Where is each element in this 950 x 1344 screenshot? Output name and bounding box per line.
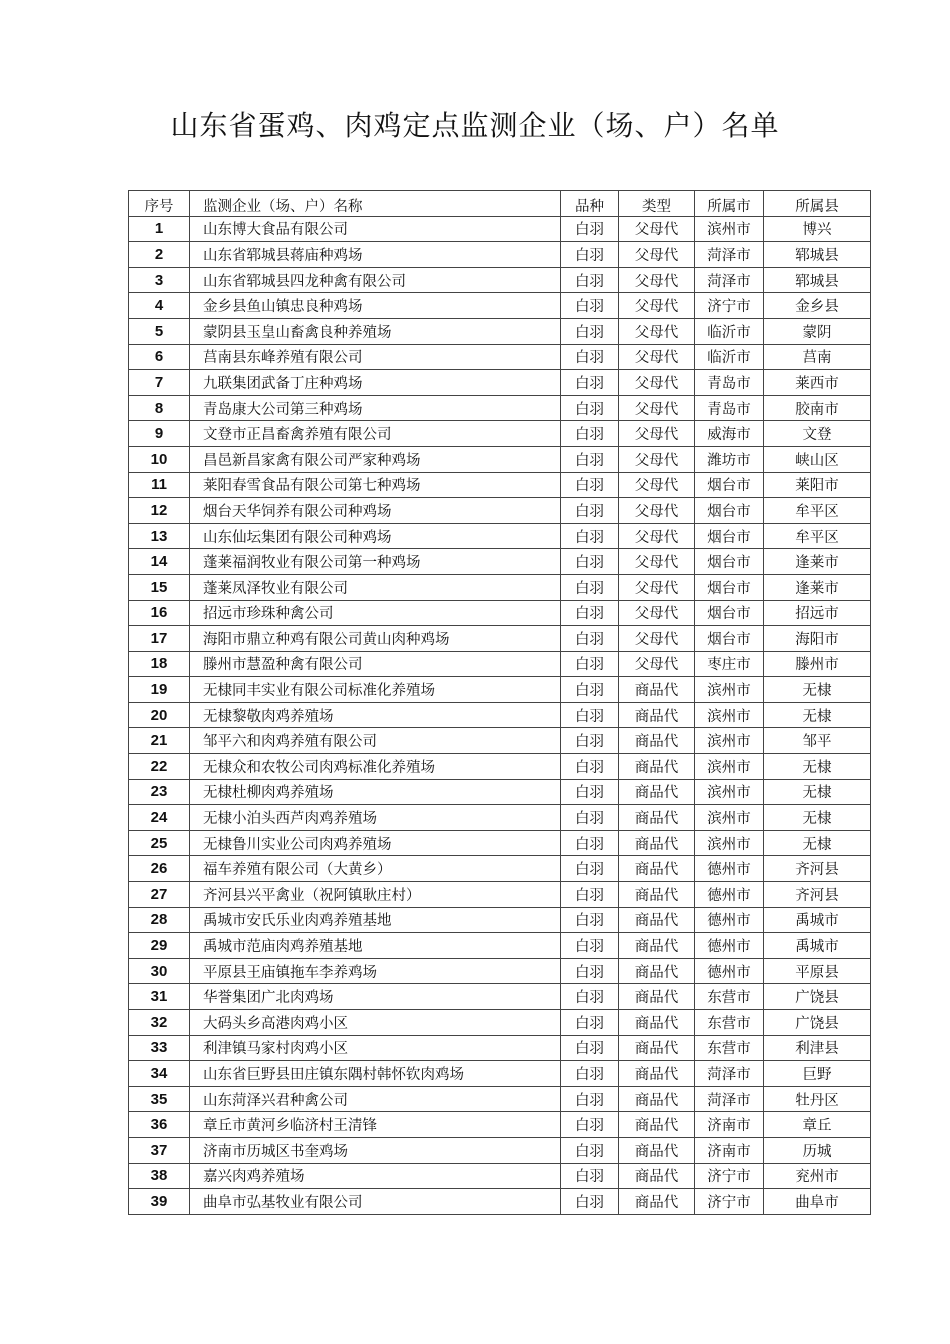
cell-type: 父母代 — [619, 472, 695, 498]
monitoring-list-table — [128, 190, 871, 1215]
cell-type: 父母代 — [619, 651, 695, 677]
cell-breed: 白羽 — [561, 498, 619, 524]
cell-city: 德州市 — [695, 958, 764, 984]
table-row — [129, 1163, 871, 1189]
cell-county: 无棣 — [764, 830, 871, 856]
cell-breed: 白羽 — [561, 1112, 619, 1138]
cell-county: 逢莱市 — [764, 549, 871, 575]
cell-name: 曲阜市弘基牧业有限公司 — [190, 1189, 561, 1215]
cell-no: 2 — [129, 242, 190, 268]
cell-city: 菏泽市 — [695, 1086, 764, 1112]
cell-city: 烟台市 — [695, 523, 764, 549]
cell-no: 22 — [129, 754, 190, 780]
cell-type: 父母代 — [619, 549, 695, 575]
table-row — [129, 395, 871, 421]
cell-breed: 白羽 — [561, 267, 619, 293]
cell-type: 商品代 — [619, 856, 695, 882]
table-row — [129, 549, 871, 575]
cell-type: 父母代 — [619, 600, 695, 626]
cell-city: 济宁市 — [695, 1189, 764, 1215]
cell-name: 山东仙坛集团有限公司种鸡场 — [190, 523, 561, 549]
cell-no: 16 — [129, 600, 190, 626]
page-title: 山东省蛋鸡、肉鸡定点监测企业（场、户）名单 — [170, 109, 780, 142]
cell-name: 福车养殖有限公司（大黄乡） — [190, 856, 561, 882]
cell-type: 商品代 — [619, 882, 695, 908]
cell-name: 烟台天华饲养有限公司种鸡场 — [190, 498, 561, 524]
cell-breed: 白羽 — [561, 472, 619, 498]
table-row — [129, 779, 871, 805]
table-row — [129, 651, 871, 677]
cell-county: 平原县 — [764, 958, 871, 984]
cell-no: 24 — [129, 805, 190, 831]
table-row — [129, 677, 871, 703]
cell-no: 13 — [129, 523, 190, 549]
cell-county: 巨野 — [764, 1061, 871, 1087]
cell-county: 滕州市 — [764, 651, 871, 677]
cell-city: 烟台市 — [695, 498, 764, 524]
cell-name: 济南市历城区书奎鸡场 — [190, 1137, 561, 1163]
table-row — [129, 370, 871, 396]
table-row — [129, 933, 871, 959]
cell-city: 临沂市 — [695, 318, 764, 344]
cell-no: 12 — [129, 498, 190, 524]
table-row — [129, 344, 871, 370]
cell-no: 10 — [129, 446, 190, 472]
cell-type: 商品代 — [619, 830, 695, 856]
table-row — [129, 882, 871, 908]
cell-city: 威海市 — [695, 421, 764, 447]
cell-county: 牟平区 — [764, 498, 871, 524]
cell-breed: 白羽 — [561, 830, 619, 856]
table-row — [129, 1035, 871, 1061]
cell-name: 金乡县鱼山镇忠良种鸡场 — [190, 293, 561, 319]
cell-city: 菏泽市 — [695, 242, 764, 268]
cell-no: 31 — [129, 984, 190, 1010]
cell-type: 商品代 — [619, 1061, 695, 1087]
cell-breed: 白羽 — [561, 702, 619, 728]
cell-no: 33 — [129, 1035, 190, 1061]
cell-breed: 白羽 — [561, 805, 619, 831]
cell-type: 父母代 — [619, 395, 695, 421]
header-name: 监测企业（场、户）名称 — [190, 191, 561, 217]
cell-city: 菏泽市 — [695, 1061, 764, 1087]
cell-no: 6 — [129, 344, 190, 370]
cell-name: 无棣杜柳肉鸡养殖场 — [190, 779, 561, 805]
cell-type: 父母代 — [619, 523, 695, 549]
cell-no: 15 — [129, 574, 190, 600]
cell-city: 滨州市 — [695, 830, 764, 856]
cell-breed: 白羽 — [561, 907, 619, 933]
cell-city: 滨州市 — [695, 754, 764, 780]
table-row — [129, 984, 871, 1010]
cell-city: 烟台市 — [695, 574, 764, 600]
cell-county: 禹城市 — [764, 933, 871, 959]
table-row — [129, 574, 871, 600]
cell-no: 20 — [129, 702, 190, 728]
cell-city: 滨州市 — [695, 728, 764, 754]
cell-county: 曲阜市 — [764, 1189, 871, 1215]
table-row — [129, 856, 871, 882]
cell-type: 父母代 — [619, 216, 695, 242]
cell-name: 昌邑新昌家禽有限公司严家种鸡场 — [190, 446, 561, 472]
cell-county: 博兴 — [764, 216, 871, 242]
cell-county: 章丘 — [764, 1112, 871, 1138]
cell-no: 39 — [129, 1189, 190, 1215]
cell-name: 文登市正昌畜禽养殖有限公司 — [190, 421, 561, 447]
cell-county: 禹城市 — [764, 907, 871, 933]
cell-type: 商品代 — [619, 1163, 695, 1189]
cell-county: 莱西市 — [764, 370, 871, 396]
cell-breed: 白羽 — [561, 421, 619, 447]
cell-name: 无棣众和农牧公司肉鸡标准化养殖场 — [190, 754, 561, 780]
cell-county: 金乡县 — [764, 293, 871, 319]
cell-county: 无棣 — [764, 677, 871, 703]
cell-breed: 白羽 — [561, 1163, 619, 1189]
cell-type: 商品代 — [619, 728, 695, 754]
table-row — [129, 805, 871, 831]
cell-county: 无棣 — [764, 805, 871, 831]
cell-name: 无棣黎敬肉鸡养殖场 — [190, 702, 561, 728]
cell-city: 菏泽市 — [695, 267, 764, 293]
header-county: 所属县 — [764, 191, 871, 217]
cell-no: 27 — [129, 882, 190, 908]
cell-breed: 白羽 — [561, 293, 619, 319]
cell-breed: 白羽 — [561, 626, 619, 652]
cell-breed: 白羽 — [561, 318, 619, 344]
cell-type: 商品代 — [619, 984, 695, 1010]
cell-county: 利津县 — [764, 1035, 871, 1061]
cell-city: 济宁市 — [695, 1163, 764, 1189]
cell-city: 烟台市 — [695, 600, 764, 626]
cell-type: 父母代 — [619, 318, 695, 344]
cell-city: 德州市 — [695, 907, 764, 933]
cell-county: 齐河县 — [764, 856, 871, 882]
cell-breed: 白羽 — [561, 1086, 619, 1112]
cell-no: 14 — [129, 549, 190, 575]
cell-type: 商品代 — [619, 779, 695, 805]
cell-name: 邹平六和肉鸡养殖有限公司 — [190, 728, 561, 754]
cell-breed: 白羽 — [561, 933, 619, 959]
cell-type: 商品代 — [619, 958, 695, 984]
cell-name: 莱阳春雪食品有限公司第七种鸡场 — [190, 472, 561, 498]
table-row — [129, 1137, 871, 1163]
cell-breed: 白羽 — [561, 1010, 619, 1036]
cell-city: 枣庄市 — [695, 651, 764, 677]
cell-type: 父母代 — [619, 626, 695, 652]
cell-no: 17 — [129, 626, 190, 652]
cell-county: 莒南 — [764, 344, 871, 370]
cell-breed: 白羽 — [561, 677, 619, 703]
cell-name: 蓬莱凤泽牧业有限公司 — [190, 574, 561, 600]
cell-no: 11 — [129, 472, 190, 498]
cell-name: 九联集团武备丁庄种鸡场 — [190, 370, 561, 396]
cell-county: 无棣 — [764, 754, 871, 780]
cell-no: 35 — [129, 1086, 190, 1112]
cell-no: 36 — [129, 1112, 190, 1138]
cell-type: 父母代 — [619, 293, 695, 319]
cell-city: 滨州市 — [695, 216, 764, 242]
cell-type: 父母代 — [619, 498, 695, 524]
table-row — [129, 472, 871, 498]
cell-type: 商品代 — [619, 677, 695, 703]
table-row — [129, 267, 871, 293]
cell-name: 无棣小泊头西芦肉鸡养殖场 — [190, 805, 561, 831]
cell-breed: 白羽 — [561, 1061, 619, 1087]
cell-name: 蒙阴县玉皇山畜禽良种养殖场 — [190, 318, 561, 344]
cell-county: 广饶县 — [764, 984, 871, 1010]
cell-breed: 白羽 — [561, 1189, 619, 1215]
cell-no: 4 — [129, 293, 190, 319]
cell-county: 历城 — [764, 1137, 871, 1163]
cell-county: 无棣 — [764, 702, 871, 728]
cell-city: 滨州市 — [695, 677, 764, 703]
cell-no: 30 — [129, 958, 190, 984]
cell-no: 5 — [129, 318, 190, 344]
table-row — [129, 293, 871, 319]
cell-name: 招远市珍珠种禽公司 — [190, 600, 561, 626]
cell-type: 商品代 — [619, 754, 695, 780]
cell-breed: 白羽 — [561, 242, 619, 268]
table-row — [129, 1189, 871, 1215]
cell-city: 烟台市 — [695, 472, 764, 498]
cell-breed: 白羽 — [561, 370, 619, 396]
cell-breed: 白羽 — [561, 523, 619, 549]
cell-breed: 白羽 — [561, 882, 619, 908]
table-row — [129, 958, 871, 984]
cell-name: 山东省巨野县田庄镇东隅村韩怀钦肉鸡场 — [190, 1061, 561, 1087]
cell-city: 滨州市 — [695, 805, 764, 831]
table-row — [129, 702, 871, 728]
table-row — [129, 498, 871, 524]
cell-name: 无棣同丰实业有限公司标准化养殖场 — [190, 677, 561, 703]
table-row — [129, 1061, 871, 1087]
cell-name: 禹城市安氏乐业肉鸡养殖基地 — [190, 907, 561, 933]
cell-no: 34 — [129, 1061, 190, 1087]
table-row — [129, 523, 871, 549]
cell-name: 华誉集团广北肉鸡场 — [190, 984, 561, 1010]
cell-no: 3 — [129, 267, 190, 293]
table-row — [129, 1112, 871, 1138]
cell-type: 父母代 — [619, 421, 695, 447]
cell-name: 无棣鲁川实业公司肉鸡养殖场 — [190, 830, 561, 856]
cell-county: 郓城县 — [764, 242, 871, 268]
cell-type: 商品代 — [619, 933, 695, 959]
cell-no: 1 — [129, 216, 190, 242]
table-body — [129, 216, 871, 1214]
cell-type: 商品代 — [619, 805, 695, 831]
cell-type: 商品代 — [619, 1137, 695, 1163]
cell-breed: 白羽 — [561, 651, 619, 677]
cell-breed: 白羽 — [561, 1137, 619, 1163]
table-row — [129, 626, 871, 652]
cell-county: 蒙阴 — [764, 318, 871, 344]
table-row — [129, 728, 871, 754]
table-row — [129, 600, 871, 626]
cell-county: 广饶县 — [764, 1010, 871, 1036]
cell-name: 山东菏泽兴君种禽公司 — [190, 1086, 561, 1112]
cell-breed: 白羽 — [561, 958, 619, 984]
cell-city: 临沂市 — [695, 344, 764, 370]
cell-no: 37 — [129, 1137, 190, 1163]
cell-type: 商品代 — [619, 1086, 695, 1112]
table-row — [129, 446, 871, 472]
cell-county: 峡山区 — [764, 446, 871, 472]
cell-city: 德州市 — [695, 882, 764, 908]
cell-type: 商品代 — [619, 1112, 695, 1138]
header-city: 所属市 — [695, 191, 764, 217]
cell-county: 邹平 — [764, 728, 871, 754]
cell-type: 商品代 — [619, 702, 695, 728]
cell-city: 滨州市 — [695, 779, 764, 805]
cell-city: 潍坊市 — [695, 446, 764, 472]
cell-no: 8 — [129, 395, 190, 421]
header-type: 类型 — [619, 191, 695, 217]
table-row — [129, 421, 871, 447]
cell-breed: 白羽 — [561, 600, 619, 626]
cell-name: 滕州市慧盈种禽有限公司 — [190, 651, 561, 677]
cell-no: 25 — [129, 830, 190, 856]
cell-breed: 白羽 — [561, 344, 619, 370]
cell-type: 父母代 — [619, 242, 695, 268]
cell-breed: 白羽 — [561, 779, 619, 805]
cell-city: 德州市 — [695, 933, 764, 959]
cell-name: 利津镇马家村肉鸡小区 — [190, 1035, 561, 1061]
cell-county: 招远市 — [764, 600, 871, 626]
header-breed: 品种 — [561, 191, 619, 217]
cell-no: 18 — [129, 651, 190, 677]
cell-type: 商品代 — [619, 1035, 695, 1061]
cell-name: 禹城市范庙肉鸡养殖基地 — [190, 933, 561, 959]
table-row — [129, 242, 871, 268]
cell-type: 父母代 — [619, 344, 695, 370]
cell-county: 郓城县 — [764, 267, 871, 293]
cell-breed: 白羽 — [561, 216, 619, 242]
cell-county: 齐河县 — [764, 882, 871, 908]
cell-no: 23 — [129, 779, 190, 805]
cell-no: 38 — [129, 1163, 190, 1189]
cell-breed: 白羽 — [561, 984, 619, 1010]
cell-city: 青岛市 — [695, 370, 764, 396]
cell-no: 7 — [129, 370, 190, 396]
cell-type: 父母代 — [619, 267, 695, 293]
cell-name: 海阳市鼎立种鸡有限公司黄山肉种鸡场 — [190, 626, 561, 652]
cell-city: 青岛市 — [695, 395, 764, 421]
table-row — [129, 754, 871, 780]
cell-no: 9 — [129, 421, 190, 447]
cell-no: 26 — [129, 856, 190, 882]
cell-name: 齐河县兴平禽业（祝阿镇耿庄村） — [190, 882, 561, 908]
cell-city: 东营市 — [695, 984, 764, 1010]
cell-city: 德州市 — [695, 856, 764, 882]
cell-county: 文登 — [764, 421, 871, 447]
cell-city: 济宁市 — [695, 293, 764, 319]
cell-no: 21 — [129, 728, 190, 754]
cell-breed: 白羽 — [561, 754, 619, 780]
cell-no: 19 — [129, 677, 190, 703]
cell-county: 胶南市 — [764, 395, 871, 421]
table-row — [129, 830, 871, 856]
cell-city: 烟台市 — [695, 626, 764, 652]
cell-name: 蓬莱福润牧业有限公司第一种鸡场 — [190, 549, 561, 575]
cell-breed: 白羽 — [561, 574, 619, 600]
table-row — [129, 1010, 871, 1036]
cell-breed: 白羽 — [561, 728, 619, 754]
cell-county: 逢莱市 — [764, 574, 871, 600]
cell-name: 大码头乡高港肉鸡小区 — [190, 1010, 561, 1036]
cell-breed: 白羽 — [561, 395, 619, 421]
cell-type: 父母代 — [619, 574, 695, 600]
cell-type: 商品代 — [619, 907, 695, 933]
table-row — [129, 1086, 871, 1112]
cell-no: 32 — [129, 1010, 190, 1036]
cell-name: 章丘市黄河乡临济村王清锋 — [190, 1112, 561, 1138]
cell-county: 莱阳市 — [764, 472, 871, 498]
cell-county: 无棣 — [764, 779, 871, 805]
cell-breed: 白羽 — [561, 1035, 619, 1061]
cell-name: 山东省郓城县四龙种禽有限公司 — [190, 267, 561, 293]
cell-breed: 白羽 — [561, 856, 619, 882]
cell-type: 父母代 — [619, 370, 695, 396]
table-header-row — [129, 191, 871, 217]
cell-city: 济南市 — [695, 1112, 764, 1138]
header-no: 序号 — [129, 191, 190, 217]
cell-name: 莒南县东峰养殖有限公司 — [190, 344, 561, 370]
cell-name: 山东博大食品有限公司 — [190, 216, 561, 242]
cell-no: 29 — [129, 933, 190, 959]
cell-type: 商品代 — [619, 1189, 695, 1215]
cell-name: 平原县王庙镇拖车李养鸡场 — [190, 958, 561, 984]
cell-breed: 白羽 — [561, 446, 619, 472]
cell-county: 海阳市 — [764, 626, 871, 652]
cell-city: 烟台市 — [695, 549, 764, 575]
cell-city: 东营市 — [695, 1010, 764, 1036]
table-row — [129, 216, 871, 242]
cell-no: 28 — [129, 907, 190, 933]
cell-type: 父母代 — [619, 446, 695, 472]
cell-breed: 白羽 — [561, 549, 619, 575]
cell-type: 商品代 — [619, 1010, 695, 1036]
table-row — [129, 318, 871, 344]
cell-county: 牡丹区 — [764, 1086, 871, 1112]
cell-city: 东营市 — [695, 1035, 764, 1061]
cell-name: 嘉兴肉鸡养殖场 — [190, 1163, 561, 1189]
cell-county: 兖州市 — [764, 1163, 871, 1189]
cell-name: 山东省郓城县蒋庙种鸡场 — [190, 242, 561, 268]
cell-name: 青岛康大公司第三种鸡场 — [190, 395, 561, 421]
cell-county: 牟平区 — [764, 523, 871, 549]
cell-city: 济南市 — [695, 1137, 764, 1163]
table-row — [129, 907, 871, 933]
cell-city: 滨州市 — [695, 702, 764, 728]
